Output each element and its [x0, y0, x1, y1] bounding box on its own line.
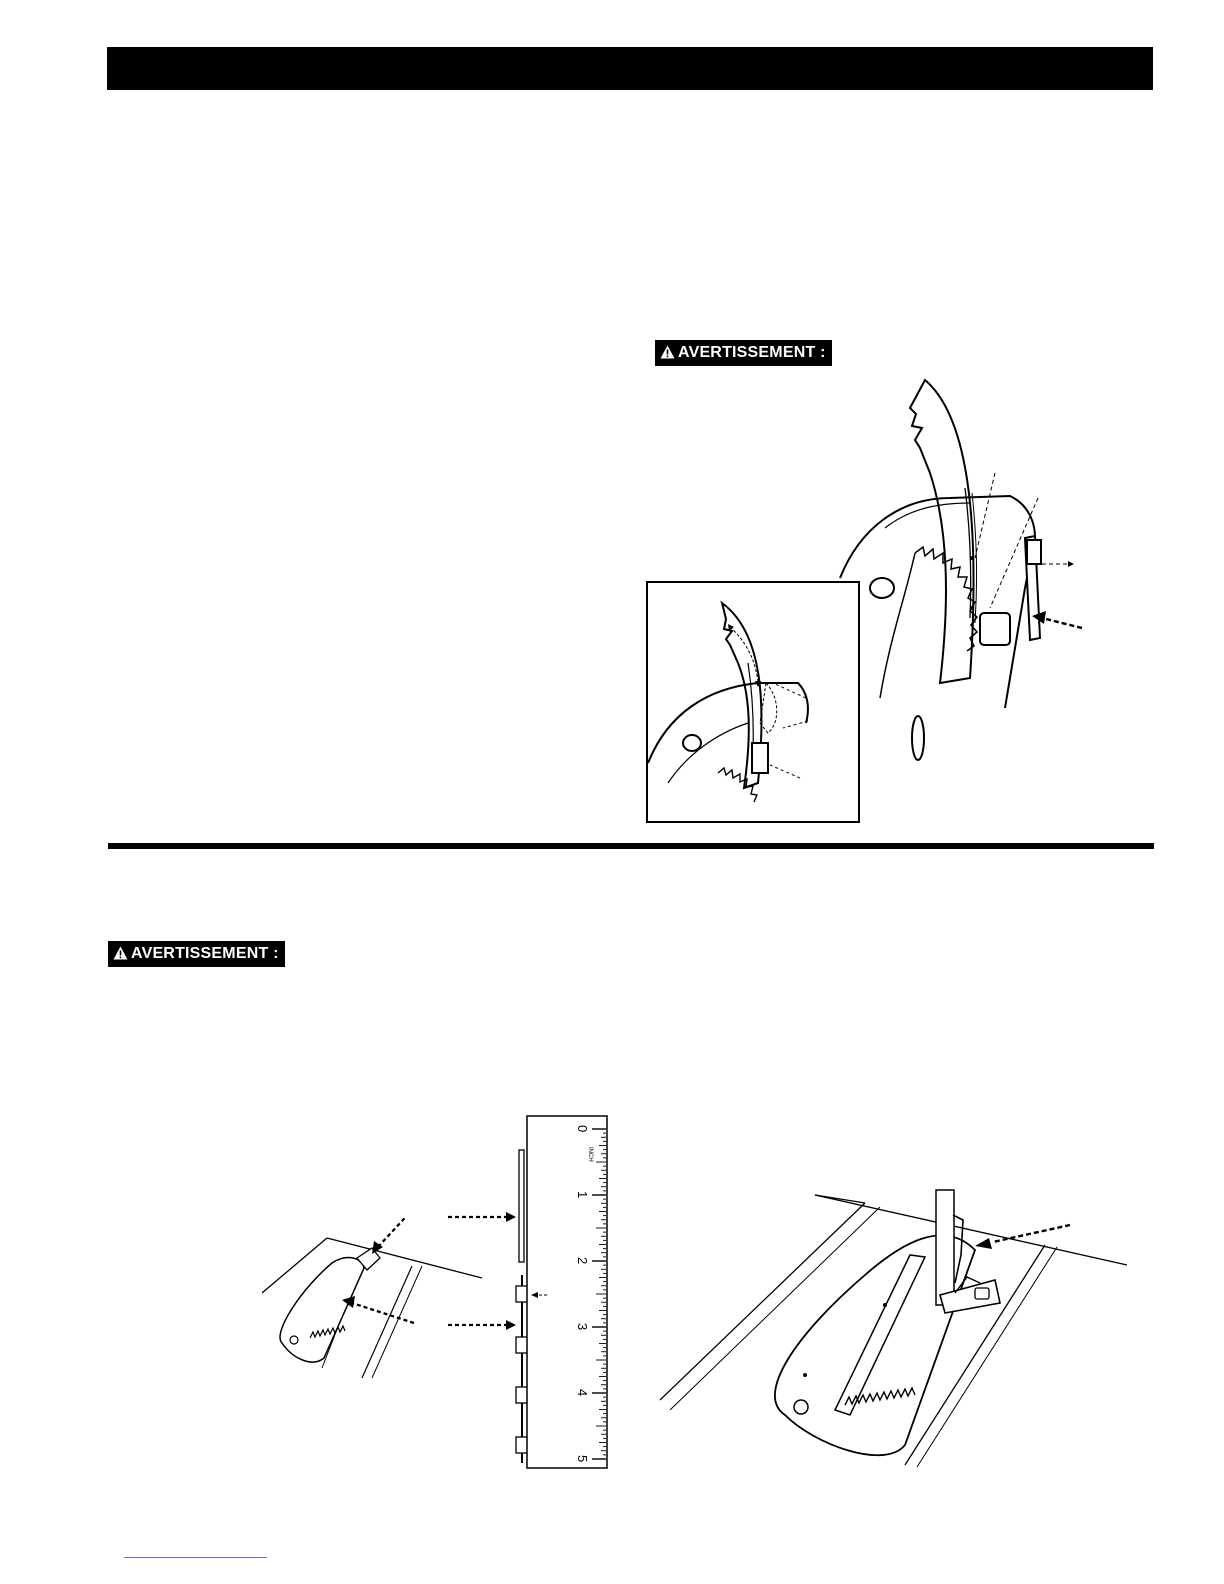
- section-header-bar: [107, 47, 1153, 90]
- ruler-tick-label: 0: [575, 1125, 590, 1133]
- throat-plate-outline: [840, 496, 1035, 708]
- inset-detail-illustration: [648, 583, 858, 821]
- warning-label-top: AVERTISSEMENT :: [678, 344, 826, 361]
- warning-label-bottom: AVERTISSEMENT :: [131, 945, 279, 962]
- ruler-unit-label: INCH: [587, 1147, 593, 1162]
- footer-link-underline[interactable]: [124, 1557, 267, 1558]
- riving-knife-shape: [910, 380, 974, 683]
- inset-detail-box: [646, 581, 860, 823]
- small-throat-plate: [280, 1258, 364, 1362]
- ruler-tick-label: 3: [575, 1323, 590, 1331]
- ruler-tick-label: 2: [575, 1257, 590, 1265]
- ruler-tick-label: 1: [575, 1191, 590, 1199]
- ruler-tick-label: 5: [575, 1455, 590, 1463]
- section-divider-rule: [108, 843, 1154, 849]
- warning-triangle-icon: [113, 946, 128, 960]
- riving-knife-profile: [440, 1145, 540, 1475]
- large-table-saw-illustration: [655, 1185, 1130, 1470]
- warning-badge-top: [655, 340, 832, 366]
- square-tool-blade: [936, 1190, 954, 1305]
- plate-hole: [870, 578, 894, 598]
- warning-badge-bottom: [108, 941, 285, 967]
- measuring-ruler: [526, 1115, 608, 1471]
- riving-knife-illustration: [820, 378, 1110, 768]
- ruler-tick-label: 4: [575, 1389, 590, 1397]
- warning-triangle-icon: [660, 345, 675, 359]
